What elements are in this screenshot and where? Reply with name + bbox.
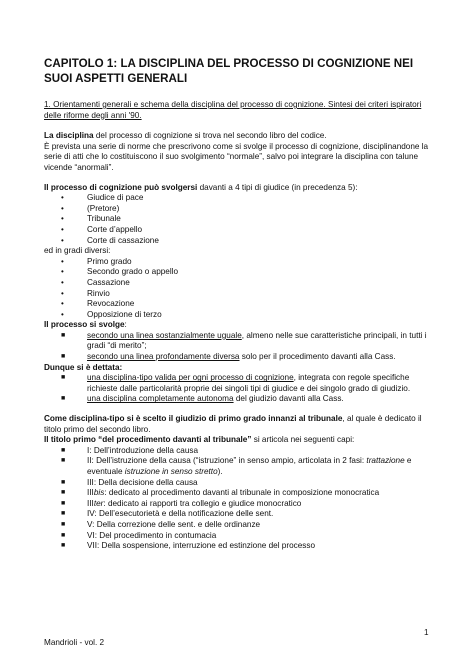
- list-item-text: V: Della correzione delle sent. e delle ordinanze: [87, 519, 261, 529]
- list-item: [44, 499, 436, 510]
- judges-lead-rest: davanti a 4 tipi di giudice (in precedenza 5):: [197, 182, 358, 192]
- list-item: [44, 331, 436, 352]
- square-bullet-icon: ■: [61, 542, 66, 550]
- bullet-icon: •: [61, 214, 64, 224]
- list-item-text: Primo grado: [87, 256, 132, 266]
- list-item: [44, 267, 436, 278]
- square-bullet-icon: ■: [61, 457, 66, 465]
- list-item: [44, 541, 436, 552]
- bullet-icon: •: [61, 203, 64, 213]
- list-item-text: ).: [217, 467, 223, 476]
- intro-block: [44, 131, 436, 173]
- list-item-text: Secondo grado o appello: [87, 267, 179, 277]
- model-lead: [44, 414, 436, 435]
- list-item-text: Corte d’appello: [87, 224, 143, 234]
- italic-text: trattazione: [366, 456, 405, 466]
- develops-colon: :: [124, 320, 127, 330]
- grades-list: [44, 257, 436, 321]
- square-bullet-icon: ■: [61, 353, 66, 361]
- title-primo-bold: Il titolo primo “del procedimento davanti al tribunale”: [44, 435, 252, 445]
- list-item-text: : dedicato ai rapporti tra collegio e giudice monocratico: [103, 498, 302, 508]
- bullet-icon: •: [61, 267, 64, 277]
- intro-rest: del processo di cognizione si trova nel secondo libro del codice.: [93, 131, 327, 141]
- judges-block: [44, 183, 436, 321]
- page-number: 1: [424, 628, 429, 637]
- develops-lead: [44, 320, 436, 331]
- dictated-block: [44, 363, 436, 405]
- list-item: [44, 456, 436, 477]
- square-bullet-icon: ■: [61, 395, 66, 403]
- list-item-text: , integrata con regole specifiche richieste dalle particolarità proprie dei singoli tipi di giudice e dei singolo grado di giudizio.: [87, 373, 411, 393]
- list-item-text: I: Dell’introduzione della causa: [87, 445, 199, 455]
- list-item: [44, 478, 436, 489]
- page-footer: Mandrioli - vol. 2: [44, 638, 105, 647]
- intro-bold: La disciplina: [44, 131, 94, 141]
- list-item-text: e eventuale: [87, 456, 412, 476]
- bullet-icon: •: [61, 235, 64, 245]
- judges-lead: [44, 183, 436, 194]
- bullet-icon: •: [61, 256, 64, 266]
- intro-paragraph: È prevista una serie di norme che prescrivono come si svolge il processo di cognizione, disciplinandone la serie di atti che lo costituiscono il suo svolgimento “normale”, salvo poi integrare la disciplina con talune vicende “anormali”.: [44, 141, 429, 172]
- italic-text: ter: [93, 498, 104, 508]
- italic-text: istruzione in senso stretto: [124, 467, 218, 476]
- list-item-text: , almeno nelle sue caratteristiche principali, in tutti i gradi “di merito”;: [87, 330, 427, 351]
- bullet-icon: •: [61, 299, 64, 309]
- dictated-lead-bold: Dunque si è dettata:: [44, 362, 123, 372]
- list-item-text: VII: Della sospensione, interruzione ed estinzione del processo: [87, 541, 316, 551]
- square-bullet-icon: ■: [61, 374, 66, 382]
- dictated-list: [44, 373, 436, 405]
- list-item-text: del giudizio davanti alla Cass.: [233, 394, 344, 404]
- list-item-text: Tribunale: [87, 214, 121, 224]
- list-item: [44, 299, 436, 310]
- bullet-icon: •: [61, 193, 64, 203]
- underlined-text: secondo una linea profondamente diversa: [87, 352, 240, 362]
- list-item: [44, 310, 436, 321]
- list-item: [44, 394, 436, 405]
- bullet-icon: •: [61, 288, 64, 298]
- list-item-text: Rinvio: [87, 288, 110, 298]
- list-item-text: : dedicato al procedimento davanti al tribunale in composizione monocratica: [104, 488, 380, 498]
- intro-line: [44, 131, 436, 142]
- section-heading: 1. Orientamenti generali e schema della disciplina del processo di cognizione. Sintesi dei criteri ispiratori delle riforme degli anni '90.: [44, 100, 422, 120]
- list-item-text: Cassazione: [87, 277, 130, 287]
- square-bullet-icon: ■: [61, 510, 66, 518]
- underlined-text: secondo una linea sostanzialmente uguale: [87, 330, 242, 340]
- dictated-lead: [44, 363, 436, 374]
- grades-intro: ed in gradi diversi:: [44, 246, 111, 256]
- chapters-list: [44, 446, 436, 552]
- list-item: [44, 257, 436, 268]
- list-item-text: II: Dell’istruzione della causa (“istruzione” in senso ampio, articolata in 2 fasi:: [87, 456, 367, 466]
- list-item-text: VI: Del procedimento in contumacia: [87, 530, 217, 540]
- square-bullet-icon: ■: [61, 520, 66, 528]
- judges-list: [44, 193, 436, 246]
- square-bullet-icon: ■: [61, 499, 66, 507]
- model-lead-rest: , al quale è dedicato il titolo primo del secondo libro.: [44, 414, 422, 434]
- square-bullet-icon: ■: [61, 489, 66, 497]
- develops-block: [44, 320, 436, 362]
- square-bullet-icon: ■: [61, 446, 66, 454]
- list-item: [44, 225, 436, 236]
- develops-list: [44, 331, 436, 363]
- square-bullet-icon: ■: [61, 331, 66, 339]
- list-item: [44, 236, 436, 247]
- list-item: [44, 289, 436, 300]
- list-item-text: (Pretore): [87, 203, 120, 213]
- chapter-title: CAPITOLO 1: LA DISCIPLINA DEL PROCESSO DI COGNIZIONE NEI SUOI ASPETTI GENERALI: [44, 57, 414, 85]
- square-bullet-icon: ■: [61, 478, 66, 486]
- list-item: [44, 520, 436, 531]
- list-item: [44, 214, 436, 225]
- list-item-text: Corte di cassazione: [87, 235, 159, 245]
- list-item: [44, 352, 436, 363]
- title-primo-line: [44, 435, 436, 446]
- underlined-text: una disciplina-tipo valida per ogni processo di cognizione: [87, 373, 294, 383]
- italic-text: bis: [93, 488, 105, 498]
- judges-lead-bold: Il processo di cognizione può svolgersi: [44, 182, 198, 192]
- list-item-text: IV: Dell’esecutorietà e della notificazione delle sent.: [87, 509, 274, 519]
- model-block: [44, 414, 436, 552]
- list-item-text: Revocazione: [87, 299, 135, 309]
- list-item: [44, 531, 436, 542]
- list-item: [44, 488, 436, 499]
- bullet-icon: •: [61, 224, 64, 234]
- title-primo-rest: si articola nei seguenti capi:: [251, 435, 355, 445]
- list-item-text: III: [87, 498, 94, 508]
- list-item-text: solo per il procedimento davanti alla Cass.: [239, 352, 396, 362]
- develops-lead-bold: Il processo si svolge: [44, 320, 125, 330]
- list-item: [44, 193, 436, 204]
- list-item: [44, 278, 436, 289]
- model-lead-bold: Come disciplina-tipo si è scelto il giudizio di primo grado innanzi al tribunale: [44, 414, 343, 424]
- list-item-text: Opposizione di terzo: [87, 309, 162, 319]
- list-item: [44, 373, 436, 394]
- underlined-text: una disciplina completamente autonoma: [87, 394, 234, 404]
- bullet-icon: •: [61, 277, 64, 287]
- square-bullet-icon: ■: [61, 531, 66, 539]
- list-item: [44, 204, 436, 215]
- list-item: [44, 509, 436, 520]
- list-item-text: III: Della decisione della causa: [87, 477, 198, 487]
- list-item-text: Giudice di pace: [87, 193, 144, 203]
- bullet-icon: •: [61, 309, 64, 319]
- document-page: [44, 56, 436, 552]
- list-item: [44, 446, 436, 457]
- list-item-text: III: [87, 488, 94, 498]
